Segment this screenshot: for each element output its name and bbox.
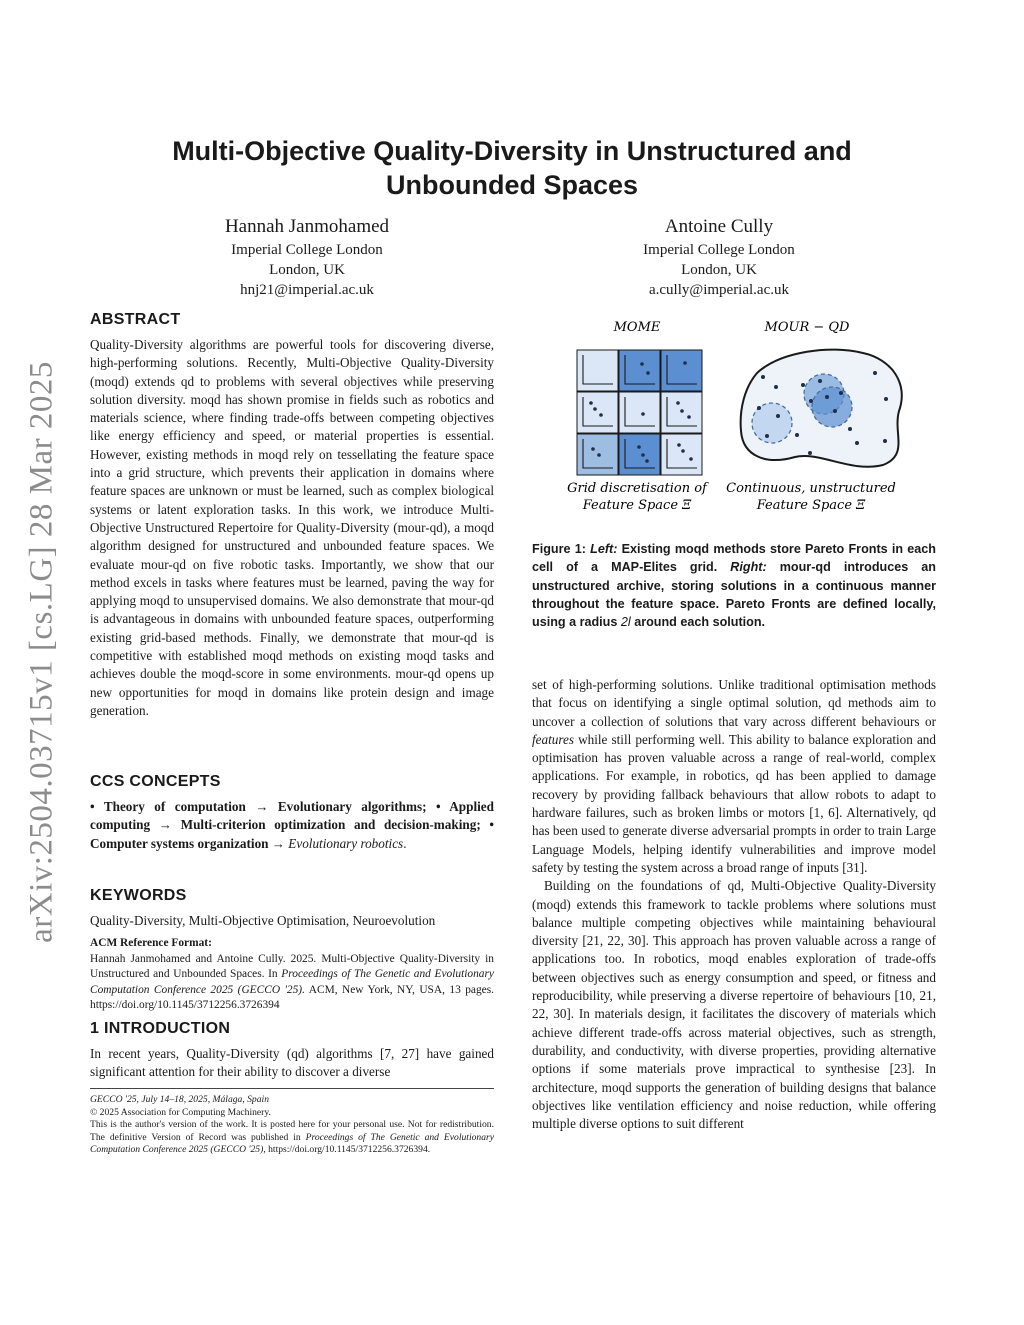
ccs-heading: CCS CONCEPTS (90, 773, 221, 790)
abstract-text: Quality-Diversity algorithms are powerful tools for discovering diverse, high-performing solutions. Recently, Multi-Objective Quality-Diversity (moqd) extends qd to problems with several objectives while preserving solution diversity. moqd has shown promise in fields such as robotics and materials science, where finding trade-offs between competing objectives like energy efficiency and speed, or material properties is essential. However, existing methods in moqd rely on tessellating the feature space into a grid structure, which prevents their application in domains where feature spaces are unknown or must be learned, such as complex biological systems or latent exploration tasks. In this work, we introduce Multi-Objective Unstructured Repertoire for Quality-Diversity (mour-qd), a moqd algorithm designed for unstructured and unbounded feature spaces. We evaluate mour-qd on five robotic tasks. Importantly, we show that our method excels in tasks where features must be learned, paving the way for applying moqd to unsupervised domains. We also demonstrate that mour-qd is advantageous in domains with unbounded feature spaces, outperforming existing grid-based methods. Finally, we demonstrate that mour-qd is competitive with established moqd methods on existing moqd tasks and achieves double the moqd-score in some environments. mour-qd opens up new opportunities for moqd in domains like protein design and image generation. (90, 337, 494, 718)
acm-ref-text (90, 952, 494, 1014)
figure-right-caption-line2: Feature Space Ξ (756, 498, 866, 513)
introduction-section (90, 1019, 494, 1082)
author-affiliation: Imperial College London (231, 242, 383, 258)
figure-left-title: MOME (613, 320, 661, 335)
ccs-term: ; • Computer systems organization → (90, 817, 495, 851)
keywords-section (90, 886, 494, 930)
author-name: Hannah Janmohamed (224, 216, 390, 237)
solution-point (795, 433, 799, 437)
solution-point (883, 439, 887, 443)
pareto-point (593, 407, 597, 411)
footnote (90, 1094, 494, 1157)
intro-paragraph-start: In recent years, Quality-Diversity (qd) algorithms [7, 27] have gained significant attention for their ability to discover a diverse (90, 1046, 494, 1080)
caption-math: 2l (620, 615, 631, 630)
footnote-venue: Proceedings of The Genetic and Evolutionary Computation Conference 2025 (GECCO '25) (90, 1131, 494, 1155)
pareto-point (680, 409, 684, 413)
acm-ref-part: Hannah Janmohamed and Antoine Cully. 2025. Multi-Objective Quality-Diversity in Unstructured and Unbounded Spaces. In (90, 952, 494, 980)
pareto-point (645, 459, 649, 463)
pareto-point (646, 371, 650, 375)
caption-right-label: Right: (730, 560, 767, 575)
figure-1-caption (532, 540, 936, 631)
intro-paragraph-1 (532, 676, 936, 877)
figure-1-graphic (545, 315, 935, 530)
abstract-heading: ABSTRACT (90, 311, 181, 328)
ccs-section (90, 772, 494, 853)
figure-right-title: MOUR − QD (764, 320, 850, 335)
keywords-heading: KEYWORDS (90, 887, 187, 904)
pareto-point (641, 453, 645, 457)
solution-point (818, 379, 822, 383)
pareto-point (597, 453, 601, 457)
footnote-rule (90, 1088, 494, 1089)
author-location: London, UK (269, 262, 345, 278)
caption-label: Figure 1: (532, 542, 591, 556)
solution-point (825, 395, 829, 399)
solution-point (776, 414, 780, 418)
pareto-point (637, 445, 641, 449)
solution-point (757, 406, 761, 410)
introduction-heading: 1 INTRODUCTION (90, 1020, 231, 1037)
solution-point (809, 399, 813, 403)
author-location: London, UK (681, 262, 757, 278)
caption-text: Existing moqd methods store Pareto Fronts in each cell of a MAP-Elites grid. (532, 542, 936, 575)
figure-right-caption-line1: Continuous, unstructured (726, 481, 896, 496)
author-email: a.cully@imperial.ac.uk (648, 282, 789, 298)
solution-point (884, 397, 888, 401)
intro-paragraph-2: Building on the foundations of qd, Multi-Objective Quality-Diversity (moqd) extends this framework to tackle problems where solutions must balance multiple competing objectives while maintaining behavioural diversity [21, 22, 30]. This approach has proven valuable across a range of applications too. In robotics, moqd enables exploration of trade-offs between objectives such as energy consumption and speed, or fitness and reproducibility, while preserving a diverse repertoire of behaviours [10, 21, 22, 30]. In materials design, it facilitates the discovery of materials which achieve different trade-offs across material objectives, such as strength, durability, and conductivity, with diverse properties, providing alternative options if some materials prove impractical to synthesise [23]. In architecture, moqd supports the generation of building designs that balance objectives like ventilation efficiency and noise reduction, while offering multiple diverse options to suit different (532, 878, 936, 1132)
caption-left-label: Left: (590, 542, 618, 556)
intro-text: set of high-performing solutions. Unlike traditional optimisation methods that focus on identifying a single optimal solution, qd methods aim to uncover a collection of solutions that vary across different behaviours or (532, 677, 936, 729)
pareto-point (589, 401, 593, 405)
figure-1 (545, 315, 935, 535)
pareto-point (676, 401, 680, 405)
solution-point (873, 371, 877, 375)
solution-point (848, 427, 852, 431)
acm-ref-venue: Proceedings of The Genetic and Evolutionary Computation Conference 2025 (GECCO '25). (90, 968, 494, 996)
footnote-text (90, 1119, 494, 1157)
figure-left-caption-line2: Feature Space Ξ (582, 498, 692, 513)
ccs-term: Evolutionary robotics (288, 835, 404, 851)
ccs-term: ; • Applied computing → Multi-criterion optimization and decision-making (90, 799, 494, 833)
author-email: hnj21@imperial.ac.uk (240, 282, 374, 298)
caption-text: mour-qd introduces an unstructured archive, storing solutions in a continuous manner throughout the feature space. Pareto Fronts are defined locally, using a radius (532, 560, 936, 630)
solution-point (833, 409, 837, 413)
copyright: © 2025 Association for Computing Machinery. (90, 1106, 271, 1118)
pareto-point (599, 413, 603, 417)
pareto-point (683, 361, 687, 365)
pareto-point (640, 362, 644, 366)
keywords-text: Quality-Diversity, Multi-Objective Optimisation, Neuroevolution (90, 913, 436, 928)
solution-point (808, 451, 812, 455)
pareto-point (689, 457, 693, 461)
author-name: Antoine Cully (664, 216, 774, 237)
map-elites-grid (577, 350, 702, 475)
solution-point (839, 391, 843, 395)
acm-ref-heading: ACM Reference Format: (90, 937, 212, 949)
pareto-point (681, 449, 685, 453)
solution-point (761, 375, 765, 379)
figure-left-caption-line1: Grid discretisation of (567, 481, 707, 496)
footnote-part: This is the author's version of the work. It is posted here for your personal use. Not for redistribution. The definitive Version of Record was published in (90, 1119, 494, 1143)
solution-point (801, 383, 805, 387)
conference-info: GECCO '25, July 14–18, 2025, Málaga, Spain (90, 1094, 269, 1105)
local-radius-circle (812, 387, 852, 427)
pareto-point (687, 415, 691, 419)
arxiv-identifier: arXiv:2504.03715v1 [cs.LG] 28 Mar 2025 (23, 361, 60, 943)
footnote-part: , https://doi.org/10.1145/3712256.3726394. (263, 1144, 431, 1155)
author-affiliation: Imperial College London (643, 242, 795, 258)
ccs-punct: . (403, 835, 407, 851)
ccs-text (90, 798, 494, 853)
solution-point (774, 385, 778, 389)
acm-reference (90, 936, 494, 1014)
solution-point (855, 441, 859, 445)
author-block (559, 214, 879, 300)
introduction-continued (532, 676, 936, 1133)
pareto-point (677, 443, 681, 447)
solution-point (765, 434, 769, 438)
caption-text: around each solution. (630, 615, 766, 630)
pareto-point (591, 447, 595, 451)
pareto-point (641, 412, 645, 416)
intro-emphasis: features (532, 731, 574, 747)
acm-ref-part: ACM, New York, NY, USA, 13 pages. https://doi.org/10.1145/3712256.3726394 (90, 983, 494, 1011)
intro-text: while still performing well. This ability to balance exploration and optimisation has proven valuable across a range of real-world, complex applications. For example, in robotics, qd has been applied to damage recovery by providing fallback behaviours that allow robots to adapt to hardware failures, such as broken limbs or motors [1, 6]. Alternatively, qd has been used to generate diverse adversarial prompts in order to train Large Language Models, helping identify vulnerabilities and improve model safety by testing the system across a broad range of inputs [31]. (532, 731, 936, 875)
abstract-section (90, 310, 494, 720)
paper-title: Multi-Objective Quality-Diversity in Unstructured and Unbounded Spaces (172, 136, 852, 200)
ccs-term: • Theory of computation → Evolutionary algorithms (90, 799, 423, 814)
author-block (147, 214, 467, 300)
